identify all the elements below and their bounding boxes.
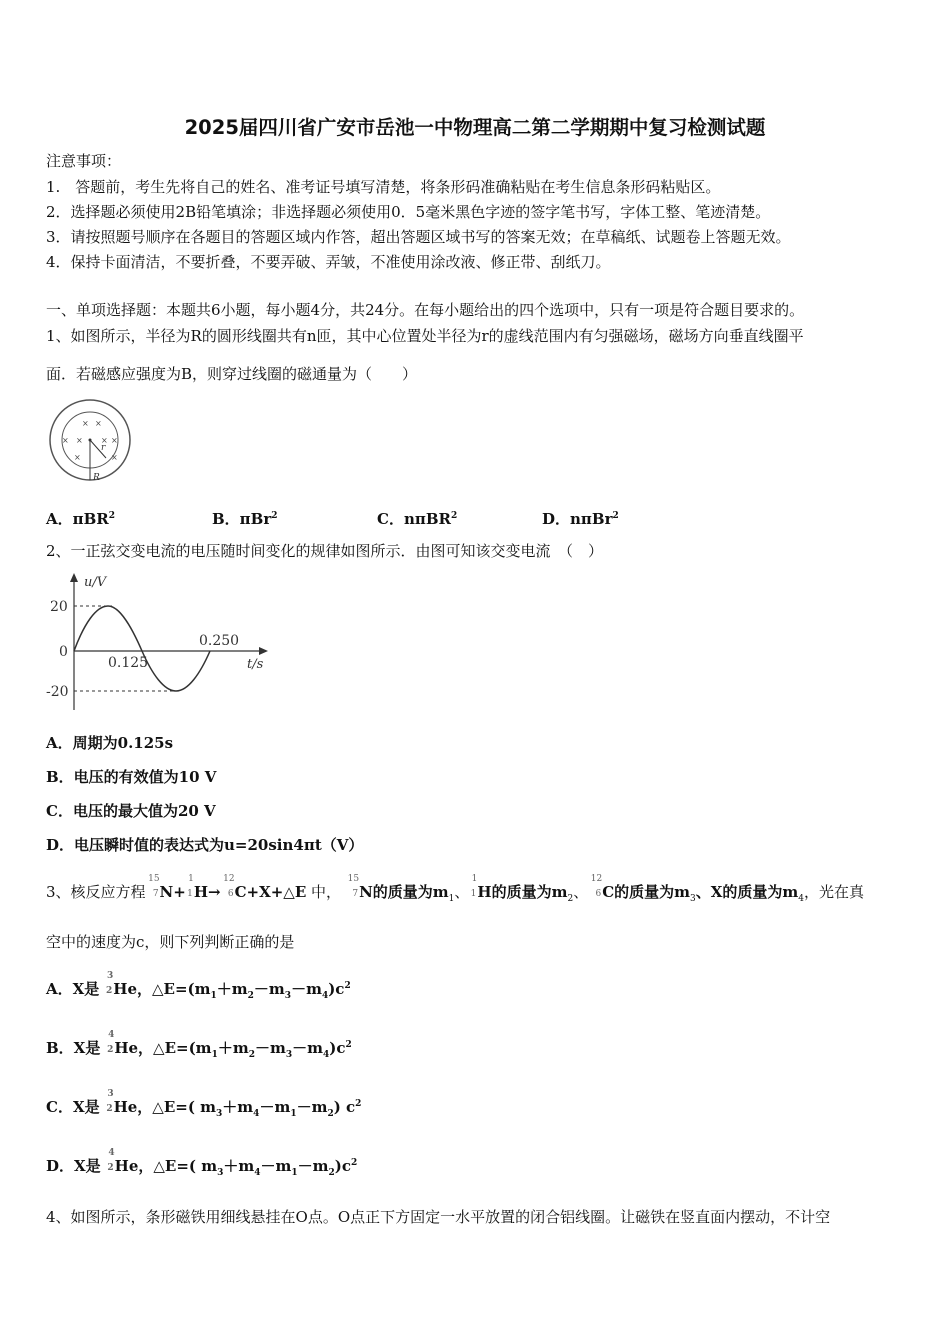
x-label-0125: 0.125 <box>108 655 149 671</box>
q1-option-b: B．πBr$^2$ <box>212 510 278 528</box>
q2-option-c: C．电压的最大值为20 V <box>46 802 216 820</box>
R-label: R <box>93 473 100 483</box>
q2-voltage-graph <box>44 570 274 716</box>
q3-stem-line2: 空中的速度为c，则下列判断正确的是 <box>46 933 295 951</box>
x-label-0250: 0.250 <box>199 633 240 649</box>
r-label: r <box>101 443 106 453</box>
x-mark-2: × <box>95 419 102 428</box>
q3-option-b: B．X是 4 2 He，$\triangle E=(m_1+m_2-m_3-m_4)c^2$ <box>46 1030 352 1060</box>
q2-option-a: A．周期为0.125s <box>46 734 174 752</box>
voltage-curve <box>74 606 210 691</box>
x-mark-8: × <box>111 453 118 462</box>
q2-stem: 2、一正弦交变电流的电压随时间变化的规律如图所示．由图可知该交变电流 （ ） <box>46 542 604 560</box>
notice-item-2: 2．选择题必须使用2B铅笔填涂；非选择题必须使用0．5毫米黑色字迹的签字笔书写，字体工整、笔迹清楚。 <box>46 203 771 221</box>
notice-item-4: 4．保持卡面清洁，不要折叠，不要弄破、弄皱，不准使用涂改液、修正带、刮纸刀。 <box>46 253 611 271</box>
y-tick-top: 20 <box>50 599 68 615</box>
x-axis-label: t/s <box>247 657 264 672</box>
q3-option-a: A．X是 3 2 He，$\triangle E=(m_1+m_2-m_3-m_4)c^2$ <box>46 971 351 1001</box>
q2-option-d: D．电压瞬时值的表达式为u=20sin4πt（V） <box>46 836 364 854</box>
y-tick-zero: 0 <box>59 644 68 660</box>
section-heading: 一、单项选择题：本题共6小题，每小题4分，共24分。在每小题给出的四个选项中，只有一项是符合题目要求的。 <box>46 301 805 319</box>
q3-stem-line1: 3、核反应方程 15 7 N+ 1 1 H→ 12 6 C+X+△E 中， 15 7 N的质量为$m_1$、 1 1 H的质量为$m_2$、 12 6 C的质量为$m_3$、X的质量为$m_4$，光在真 <box>46 874 865 904</box>
y-axis-arrow <box>70 573 78 582</box>
page-title: 2025届四川省广安市岳池一中物理高二第二学期期中复习检测试题 <box>184 116 766 139</box>
q2-option-b: B．电压的有效值为10 V <box>46 768 217 786</box>
notice-heading: 注意事项： <box>46 152 122 170</box>
q1-option-d: D．nπBr$^2$ <box>542 510 619 528</box>
y-axis-label: u/V <box>84 575 107 590</box>
y-tick-bottom: -20 <box>46 684 69 700</box>
q1-option-a: A．πBR$^2$ <box>46 510 116 528</box>
notice-item-3: 3．请按照题号顺序在各题目的答题区域内作答，超出答题区域书写的答案无效；在草稿纸、试题卷上答题无效。 <box>46 228 791 246</box>
x-mark-3: × <box>62 436 69 445</box>
notice-item-1: 1. 答题前，考生先将自己的姓名、准考证号填写清楚，将条形码准确粘贴在考生信息条形码粘贴区。 <box>46 178 721 196</box>
x-mark-6: × <box>111 436 118 445</box>
q3-option-c: C．X是 3 2 He，△E=( $m_3+m_4-m_1-m_2$) $c^2$ <box>46 1089 362 1119</box>
x-axis-arrow <box>259 647 268 655</box>
x-mark-4: × <box>76 436 83 445</box>
q1-coil-figure <box>44 398 140 486</box>
q1-stem-line2: 面．若磁感应强度为B，则穿过线圈的磁通量为（ ） <box>46 365 418 383</box>
q1-stem-line1: 1、如图所示，半径为R的圆形线圈共有n匝，其中心位置处半径为r的虚线范围内有匀强磁场，磁场方向垂直线圈平 <box>46 327 804 345</box>
x-mark-5: × <box>101 436 108 445</box>
q1-option-c: C．nπBR$^2$ <box>377 510 458 528</box>
x-mark-1: × <box>82 419 89 428</box>
q4-stem-line1: 4、如图所示，条形磁铁用细线悬挂在O点。O点正下方固定一水平放置的闭合铝线圈。让磁铁在竖直面内摆动，不计空 <box>46 1208 831 1226</box>
x-mark-7: × <box>74 453 81 462</box>
q3-option-d: D．X是 4 2 He，△E=( $m_3+m_4-m_1-m_2)c^2$ <box>46 1148 358 1178</box>
